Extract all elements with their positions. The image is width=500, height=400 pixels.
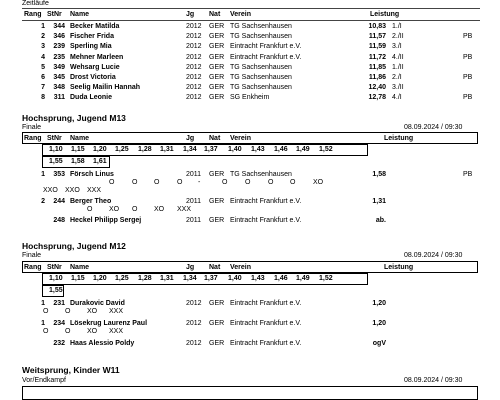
event-date-m12: 08.09.2024 / 09:30 [404,252,463,259]
birth-year: 2012 [186,300,202,307]
nation: GER [209,43,225,51]
athlete-name: Fischer Frida [70,33,114,41]
nation: GER [209,63,225,71]
club: Eintracht Frankfurt e.V. [230,320,302,327]
bib-number: 234 [53,320,65,327]
nation: GER [209,23,225,30]
nation: GER [209,53,225,61]
height-label: 1,43 [251,146,265,153]
athlete-name: Haas Alessio Poldy [70,340,135,347]
height-label: 1,43 [251,275,265,282]
result-time: 12,40 [368,84,386,92]
rank: 7 [41,84,45,92]
result-height: 1,20 [372,300,386,307]
result-height: 1,20 [372,320,386,327]
height-label: 1,20 [93,146,107,153]
heat-place: 2./I [392,74,402,81]
birth-year: 2012 [186,340,202,347]
event-title-w11: Weitsprung, Kinder W11 [22,365,120,375]
heat-place: 4./I [392,94,402,102]
height-label: 1,52 [319,146,333,153]
attempt-mark: O [65,328,71,335]
col-nat: Nat [209,11,221,18]
birth-year: 2012 [186,53,202,61]
result-height: 1,58 [372,171,386,178]
athlete-name: Lösekrug Laurenz Paul [70,320,148,327]
heat-place: 1./I [392,23,402,30]
divider [22,8,480,9]
col-nat: Nat [209,264,221,271]
col-rang: Rang [24,11,42,18]
pb-badge: PB [463,171,473,178]
rank: 6 [41,74,45,81]
athlete-name: Drost Victoria [70,74,116,81]
col-stnr: StNr [47,264,62,271]
height-label: 1,28 [138,146,152,153]
birth-year: 2011 [186,217,202,224]
attempt-mark: XO [87,328,98,335]
event-title-m12: Hochsprung, Jugend M12 [22,241,126,251]
club: Eintracht Frankfurt e.V. [230,340,302,347]
height-label: 1,25 [115,275,129,282]
bib-number: 232 [53,340,65,347]
attempt-mark: O [132,179,138,186]
result-time: 11,86 [368,74,386,81]
bib-number: 345 [53,74,65,81]
pb-badge: PB [463,94,473,102]
height-label: 1,34 [183,275,197,282]
col-jg: Jg [186,264,195,271]
club: Eintracht Frankfurt e.V. [230,198,302,205]
heat-place: 1./II [392,63,404,71]
col-name: Name [70,11,90,18]
nation: GER [209,320,225,327]
bib-number: 311 [53,94,65,102]
attempt-mark: O [177,179,183,186]
club: TG Sachsenhausen [230,63,292,71]
height-label: 1,55 [49,158,63,165]
pb-badge: PB [463,74,473,81]
height-label: 1,20 [93,275,107,282]
col-rang: Rang [24,135,42,142]
nation: GER [209,94,225,102]
birth-year: 2012 [186,43,202,51]
club: Eintracht Frankfurt e.V. [230,53,302,61]
height-label: 1,49 [296,275,310,282]
attempt-mark: O [43,328,49,335]
bib-number: 248 [53,217,65,224]
result-height: ab. [375,217,386,224]
col-leistung: Leistung [370,11,400,18]
bib-number: 244 [53,198,65,205]
height-label: 1,52 [319,275,333,282]
result-time: 10,83 [368,23,386,30]
attempt-mark: O [290,179,296,186]
result-time: 12,78 [368,94,386,102]
rank: 5 [41,63,45,71]
heat-place: 2./II [392,33,404,41]
attempt-mark: O [65,308,71,315]
rank: 8 [41,94,45,102]
club: Eintracht Frankfurt e.V. [230,217,302,224]
club: TG Sachsenhausen [230,84,292,92]
event-date-m13: 08.09.2024 / 09:30 [404,124,463,131]
birth-year: 2012 [186,74,202,81]
club: TG Sachsenhausen [230,33,292,41]
attempt-mark: O [43,308,49,315]
event-phase-m12: Finale [22,252,42,259]
attempt-mark: O [87,206,93,213]
rank: 1 [41,171,45,178]
divider [22,20,480,21]
col-verein: Verein [230,11,252,18]
bib-number: 235 [53,53,65,61]
height-label: 1,61 [93,158,107,165]
col-leistung: Leistung [384,264,414,271]
athlete-name: Wehsarg Lucie [70,63,120,71]
birth-year: 2012 [186,23,202,30]
col-verein: Verein [230,135,252,142]
athlete-name: Sperling Mia [70,43,112,51]
height-label: 1,34 [183,146,197,153]
col-stnr: StNr [47,135,62,142]
event-date-w11: 08.09.2024 / 09:30 [404,377,463,384]
col-stnr: StNr [47,11,62,18]
nation: GER [209,84,225,92]
attempt-mark: XO [87,308,98,315]
bib-number: 349 [53,63,65,71]
athlete-name: Becker Matilda [70,23,120,30]
result-time: 11,57 [368,33,386,41]
nation: GER [209,340,225,347]
attempt-mark: XO [313,179,324,186]
height-label: 1,28 [138,275,152,282]
heat-place: 3./II [392,84,404,92]
birth-year: 2012 [186,84,202,92]
col-jg: Jg [186,11,195,18]
birth-year: 2012 [186,320,202,327]
birth-year: 2012 [186,33,202,41]
attempt-mark: - [198,179,201,186]
result-height: 1,31 [372,198,386,205]
heat-place: 3./I [392,43,402,51]
event-phase-w11: Vor/Endkampf [22,377,66,384]
rank: 1 [41,320,45,327]
birth-year: 2012 [186,63,202,71]
heat-place: 4./II [392,53,404,61]
attempt-mark: XXO [43,187,58,194]
rank: 2 [41,198,45,205]
height-label: 1,25 [115,146,129,153]
birth-year: 2012 [186,94,202,102]
table-header-m12 [22,261,478,273]
height-label: 1,15 [71,146,85,153]
nation: GER [209,300,225,307]
height-label: 1,46 [274,146,288,153]
club: TG Sachsenhausen [230,74,292,81]
athlete-name: Berger Theo [70,198,112,205]
nation: GER [209,74,225,81]
height-label: 1,31 [160,275,174,282]
athlete-name: Durakovic David [70,300,125,307]
attempt-mark: O [109,179,115,186]
athlete-name: Seelig Mailin Hannah [70,84,141,92]
event-title-m13: Hochsprung, Jugend M13 [22,113,126,123]
height-label: 1,46 [274,275,288,282]
club: Eintracht Frankfurt e.V. [230,43,302,51]
table-header-w11 [22,386,478,400]
attempt-mark: O [268,179,274,186]
nation: GER [209,198,225,205]
birth-year: 2011 [186,171,202,178]
rank: 1 [41,23,45,30]
col-name: Name [70,264,90,271]
rank: 1 [41,300,45,307]
attempt-mark: O [132,206,138,213]
athlete-name: Mehner Marleen [70,53,124,61]
attempt-mark: XO [154,206,165,213]
height-label: 1,40 [228,275,242,282]
zeitlaeufe-label: Zeitläufe [22,0,49,7]
bib-number: 231 [53,300,65,307]
height-label: 1,10 [49,275,63,282]
result-time: 11,85 [368,63,386,71]
height-label: 1,15 [71,275,85,282]
bib-number: 353 [53,171,65,178]
rank: 3 [41,43,45,51]
col-nat: Nat [209,135,221,142]
event-phase-m13: Finale [22,124,42,131]
height-label: 1,55 [49,287,63,294]
result-time: 11,72 [368,53,386,61]
attempt-mark: XO [109,206,120,213]
attempt-mark: O [222,179,228,186]
attempt-mark: O [245,179,251,186]
bib-number: 344 [53,23,65,30]
pb-badge: PB [463,33,473,41]
col-leistung: Leistung [384,135,414,142]
bib-number: 348 [53,84,65,92]
attempt-mark: XXX [109,308,124,315]
bib-number: 239 [53,43,65,51]
height-label: 1,31 [160,146,174,153]
rank: 4 [41,53,45,61]
athlete-name: Duda Leonie [70,94,113,102]
attempt-mark: O [154,179,160,186]
nation: GER [209,33,225,41]
nation: GER [209,217,225,224]
height-label: 1,58 [71,158,85,165]
club: Eintracht Frankfurt e.V. [230,300,302,307]
col-rang: Rang [24,264,42,271]
height-label: 1,37 [204,146,218,153]
height-label: 1,37 [204,275,218,282]
pb-badge: PB [463,53,473,61]
club: TG Sachsenhausen [230,23,292,30]
club: SG Enkheim [230,94,270,102]
rank: 2 [41,33,45,41]
attempt-mark: XXX [177,206,192,213]
bib-number: 346 [53,33,65,41]
attempt-mark: XXO [65,187,80,194]
height-label: 1,10 [49,146,63,153]
result-height: ogV [372,340,386,347]
col-verein: Verein [230,264,252,271]
athlete-name: Heckel Philipp Sergej [70,217,142,224]
table-header-m13 [22,132,478,144]
col-jg: Jg [186,135,195,142]
club: TG Sachsenhausen [230,171,292,178]
result-time: 11,59 [368,43,386,51]
nation: GER [209,171,225,178]
attempt-mark: XXX [87,187,102,194]
attempt-mark: XXX [109,328,124,335]
height-label: 1,40 [228,146,242,153]
athlete-name: Försch Linus [70,171,114,178]
col-name: Name [70,135,90,142]
height-label: 1,49 [296,146,310,153]
birth-year: 2011 [186,198,202,205]
